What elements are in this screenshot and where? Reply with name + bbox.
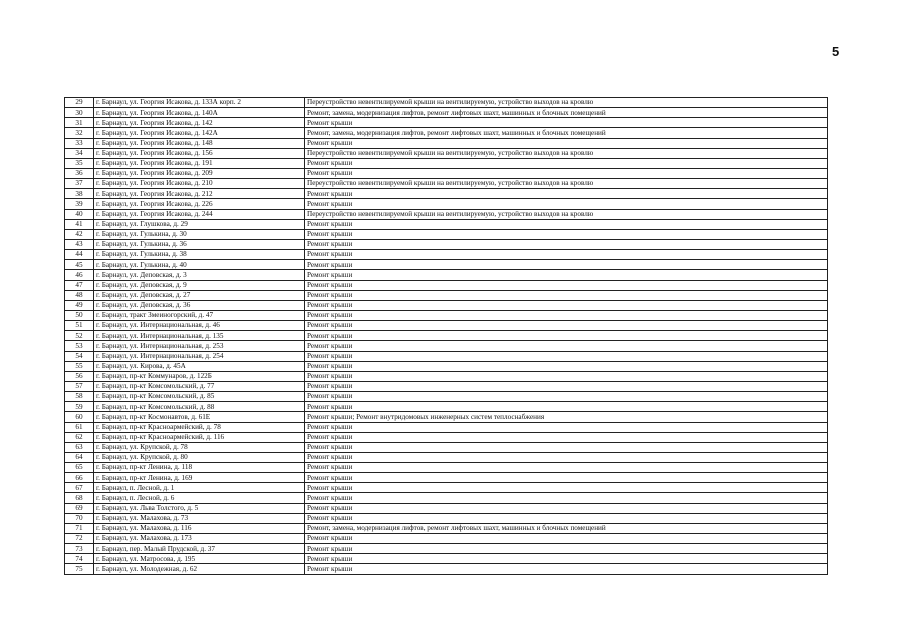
table-row	[65, 371, 828, 381]
row-address: г. Барнаул, ул. Георгия Исакова, д. 212	[94, 189, 305, 199]
row-number: 63	[65, 442, 94, 452]
row-work-type: Ремонт крыши	[305, 310, 828, 320]
table-row	[65, 554, 828, 564]
row-work-type: Ремонт крыши	[305, 564, 828, 574]
row-address: г. Барнаул, ул. Интернациональная, д. 46	[94, 321, 305, 331]
row-address: г. Барнаул, ул. Георгия Исакова, д. 133А корп. 2	[94, 98, 305, 108]
row-number: 38	[65, 189, 94, 199]
row-work-type: Ремонт крыши	[305, 534, 828, 544]
row-work-type: Переустройство невентилируемой крыши на вентилируемую, устройство выходов на кровлю	[305, 148, 828, 158]
row-address: г. Барнаул, ул. Георгия Исакова, д. 191	[94, 158, 305, 168]
table-row	[65, 199, 828, 209]
row-number: 74	[65, 554, 94, 564]
table-body	[65, 98, 828, 575]
row-number: 49	[65, 300, 94, 310]
row-number: 51	[65, 321, 94, 331]
row-address: г. Барнаул, ул. Георгия Исакова, д. 210	[94, 179, 305, 189]
table-row	[65, 179, 828, 189]
row-number: 55	[65, 361, 94, 371]
row-work-type: Ремонт крыши	[305, 239, 828, 249]
row-work-type: Ремонт крыши	[305, 483, 828, 493]
row-work-type: Ремонт крыши	[305, 300, 828, 310]
row-work-type: Ремонт крыши; Ремонт внутридомовых инженерных систем теплоснабжения	[305, 412, 828, 422]
row-address: г. Барнаул, ул. Георгия Исакова, д. 226	[94, 199, 305, 209]
row-number: 75	[65, 564, 94, 574]
table-row	[65, 138, 828, 148]
row-number: 43	[65, 239, 94, 249]
row-work-type: Ремонт крыши	[305, 554, 828, 564]
row-address: г. Барнаул, ул. Малахова, д. 173	[94, 534, 305, 544]
table-row	[65, 128, 828, 138]
row-number: 62	[65, 432, 94, 442]
row-address: г. Барнаул, ул. Глушкова, д. 29	[94, 219, 305, 229]
table-row	[65, 310, 828, 320]
row-address: г. Барнаул, ул. Георгия Исакова, д. 209	[94, 168, 305, 178]
table-row	[65, 341, 828, 351]
row-number: 42	[65, 229, 94, 239]
table-row	[65, 523, 828, 533]
row-address: г. Барнаул, тракт Змеиногорский, д. 47	[94, 310, 305, 320]
row-number: 34	[65, 148, 94, 158]
table-row	[65, 331, 828, 341]
table-row	[65, 513, 828, 523]
table-row	[65, 118, 828, 128]
row-number: 44	[65, 250, 94, 260]
row-work-type: Ремонт, замена, модернизация лифтов, ремонт лифтовых шахт, машинных и блочных помещений	[305, 128, 828, 138]
row-address: г. Барнаул, ул. Малахова, д. 116	[94, 523, 305, 533]
row-number: 54	[65, 351, 94, 361]
row-work-type: Переустройство невентилируемой крыши на вентилируемую, устройство выходов на кровлю	[305, 98, 828, 108]
row-number: 67	[65, 483, 94, 493]
row-address: г. Барнаул, ул. Деповская, д. 36	[94, 300, 305, 310]
table-row	[65, 544, 828, 554]
row-work-type: Ремонт крыши	[305, 392, 828, 402]
table-row	[65, 189, 828, 199]
row-number: 52	[65, 331, 94, 341]
row-work-type: Ремонт крыши	[305, 432, 828, 442]
row-work-type: Ремонт крыши	[305, 442, 828, 452]
row-number: 53	[65, 341, 94, 351]
table-row	[65, 503, 828, 513]
row-work-type: Ремонт крыши	[305, 493, 828, 503]
row-work-type: Ремонт крыши	[305, 290, 828, 300]
table-row	[65, 534, 828, 544]
table-row	[65, 422, 828, 432]
table-row	[65, 158, 828, 168]
repair-register-table	[64, 97, 828, 575]
row-work-type: Ремонт крыши	[305, 351, 828, 361]
table-row	[65, 239, 828, 249]
row-number: 31	[65, 118, 94, 128]
row-work-type: Ремонт крыши	[305, 168, 828, 178]
row-number: 57	[65, 381, 94, 391]
row-address: г. Барнаул, ул. Георгия Исакова, д. 140А	[94, 108, 305, 118]
table-row	[65, 392, 828, 402]
row-address: г. Барнаул, п. Лесной, д. 1	[94, 483, 305, 493]
table-row	[65, 229, 828, 239]
row-work-type: Ремонт крыши	[305, 544, 828, 554]
row-address: г. Барнаул, ул. Георгия Исакова, д. 142	[94, 118, 305, 128]
table-row	[65, 300, 828, 310]
row-work-type: Переустройство невентилируемой крыши на вентилируемую, устройство выходов на кровлю	[305, 209, 828, 219]
row-number: 40	[65, 209, 94, 219]
row-number: 61	[65, 422, 94, 432]
row-address: г. Барнаул, ул. Гулькина, д. 36	[94, 239, 305, 249]
row-address: г. Барнаул, ул. Деповская, д. 3	[94, 270, 305, 280]
table-row	[65, 168, 828, 178]
table-row	[65, 290, 828, 300]
row-work-type: Ремонт крыши	[305, 371, 828, 381]
table-row	[65, 321, 828, 331]
row-address: г. Барнаул, ул. Георгия Исакова, д. 142А	[94, 128, 305, 138]
row-number: 64	[65, 452, 94, 462]
page-number: 5	[832, 44, 840, 59]
row-address: г. Барнаул, ул. Гулькина, д. 40	[94, 260, 305, 270]
row-address: г. Барнаул, ул. Георгия Исакова, д. 148	[94, 138, 305, 148]
table-row	[65, 381, 828, 391]
row-work-type: Ремонт крыши	[305, 381, 828, 391]
row-address: г. Барнаул, пр-кт Ленина, д. 169	[94, 473, 305, 483]
row-work-type: Ремонт крыши	[305, 452, 828, 462]
row-address: г. Барнаул, пр-кт Комсомольский, д. 77	[94, 381, 305, 391]
row-address: г. Барнаул, пр-кт Коммунаров, д. 122Б	[94, 371, 305, 381]
row-work-type: Ремонт крыши	[305, 270, 828, 280]
row-address: г. Барнаул, ул. Гулькина, д. 30	[94, 229, 305, 239]
row-address: г. Барнаул, ул. Деповская, д. 9	[94, 280, 305, 290]
table-row	[65, 442, 828, 452]
table-row	[65, 412, 828, 422]
row-work-type: Ремонт крыши	[305, 280, 828, 290]
row-address: г. Барнаул, ул. Крупской, д. 80	[94, 452, 305, 462]
row-work-type: Ремонт крыши	[305, 189, 828, 199]
row-number: 71	[65, 523, 94, 533]
row-number: 32	[65, 128, 94, 138]
table-row	[65, 270, 828, 280]
row-work-type: Переустройство невентилируемой крыши на вентилируемую, устройство выходов на кровлю	[305, 179, 828, 189]
row-work-type: Ремонт крыши	[305, 473, 828, 483]
row-number: 35	[65, 158, 94, 168]
row-number: 69	[65, 503, 94, 513]
table-row	[65, 250, 828, 260]
row-work-type: Ремонт крыши	[305, 422, 828, 432]
row-number: 30	[65, 108, 94, 118]
row-number: 56	[65, 371, 94, 381]
table-row	[65, 219, 828, 229]
row-address: г. Барнаул, пр-кт Космонавтов, д. 61Е	[94, 412, 305, 422]
row-work-type: Ремонт крыши	[305, 341, 828, 351]
table-row	[65, 432, 828, 442]
table-row	[65, 108, 828, 118]
row-number: 72	[65, 534, 94, 544]
row-number: 46	[65, 270, 94, 280]
row-address: г. Барнаул, ул. Интернациональная, д. 135	[94, 331, 305, 341]
row-number: 50	[65, 310, 94, 320]
table-row	[65, 463, 828, 473]
row-number: 29	[65, 98, 94, 108]
row-work-type: Ремонт крыши	[305, 158, 828, 168]
table-row	[65, 351, 828, 361]
row-address: г. Барнаул, пр-кт Красноармейский, д. 78	[94, 422, 305, 432]
row-number: 66	[65, 473, 94, 483]
table-row	[65, 98, 828, 108]
row-work-type: Ремонт крыши	[305, 219, 828, 229]
table-row	[65, 483, 828, 493]
table-row	[65, 473, 828, 483]
row-address: г. Барнаул, п. Лесной, д. 6	[94, 493, 305, 503]
table-row	[65, 452, 828, 462]
row-address: г. Барнаул, ул. Георгия Исакова, д. 156	[94, 148, 305, 158]
table-row	[65, 209, 828, 219]
row-work-type: Ремонт крыши	[305, 463, 828, 473]
row-number: 65	[65, 463, 94, 473]
row-number: 39	[65, 199, 94, 209]
row-number: 60	[65, 412, 94, 422]
row-address: г. Барнаул, ул. Крупской, д. 78	[94, 442, 305, 452]
row-address: г. Барнаул, пр-кт Ленина, д. 118	[94, 463, 305, 473]
row-work-type: Ремонт крыши	[305, 118, 828, 128]
row-address: г. Барнаул, ул. Молодежная, д. 62	[94, 564, 305, 574]
row-work-type: Ремонт крыши	[305, 250, 828, 260]
row-address: г. Барнаул, пр-кт Комсомольский, д. 88	[94, 402, 305, 412]
row-work-type: Ремонт крыши	[305, 138, 828, 148]
row-work-type: Ремонт крыши	[305, 199, 828, 209]
row-address: г. Барнаул, ул. Интернациональная, д. 254	[94, 351, 305, 361]
row-address: г. Барнаул, ул. Георгия Исакова, д. 244	[94, 209, 305, 219]
row-number: 33	[65, 138, 94, 148]
row-address: г. Барнаул, пр-кт Красноармейский, д. 116	[94, 432, 305, 442]
row-work-type: Ремонт крыши	[305, 402, 828, 412]
row-address: г. Барнаул, ул. Гулькина, д. 38	[94, 250, 305, 260]
row-address: г. Барнаул, пр-кт Комсомольский, д. 85	[94, 392, 305, 402]
table-row	[65, 280, 828, 290]
row-number: 68	[65, 493, 94, 503]
row-number: 70	[65, 513, 94, 523]
row-work-type: Ремонт, замена, модернизация лифтов, ремонт лифтовых шахт, машинных и блочных помещений	[305, 108, 828, 118]
row-work-type: Ремонт крыши	[305, 321, 828, 331]
row-address: г. Барнаул, пер. Малый Прудской, д. 37	[94, 544, 305, 554]
row-number: 41	[65, 219, 94, 229]
table-row	[65, 564, 828, 574]
row-number: 59	[65, 402, 94, 412]
row-work-type: Ремонт крыши	[305, 229, 828, 239]
row-work-type: Ремонт крыши	[305, 503, 828, 513]
row-work-type: Ремонт крыши	[305, 361, 828, 371]
row-address: г. Барнаул, ул. Интернациональная, д. 253	[94, 341, 305, 351]
row-work-type: Ремонт крыши	[305, 260, 828, 270]
table-row	[65, 402, 828, 412]
row-number: 58	[65, 392, 94, 402]
row-number: 45	[65, 260, 94, 270]
row-address: г. Барнаул, ул. Деповская, д. 27	[94, 290, 305, 300]
row-work-type: Ремонт крыши	[305, 513, 828, 523]
row-number: 48	[65, 290, 94, 300]
table-row	[65, 148, 828, 158]
row-number: 37	[65, 179, 94, 189]
table-row	[65, 361, 828, 371]
row-work-type: Ремонт, замена, модернизация лифтов, ремонт лифтовых шахт, машинных и блочных помещений	[305, 523, 828, 533]
row-address: г. Барнаул, ул. Матросова, д. 195	[94, 554, 305, 564]
table-row	[65, 493, 828, 503]
row-address: г. Барнаул, ул. Кирова, д. 45А	[94, 361, 305, 371]
row-address: г. Барнаул, ул. Льва Толстого, д. 5	[94, 503, 305, 513]
row-address: г. Барнаул, ул. Малахова, д. 73	[94, 513, 305, 523]
row-work-type: Ремонт крыши	[305, 331, 828, 341]
row-number: 73	[65, 544, 94, 554]
table-row	[65, 260, 828, 270]
row-number: 47	[65, 280, 94, 290]
row-number: 36	[65, 168, 94, 178]
